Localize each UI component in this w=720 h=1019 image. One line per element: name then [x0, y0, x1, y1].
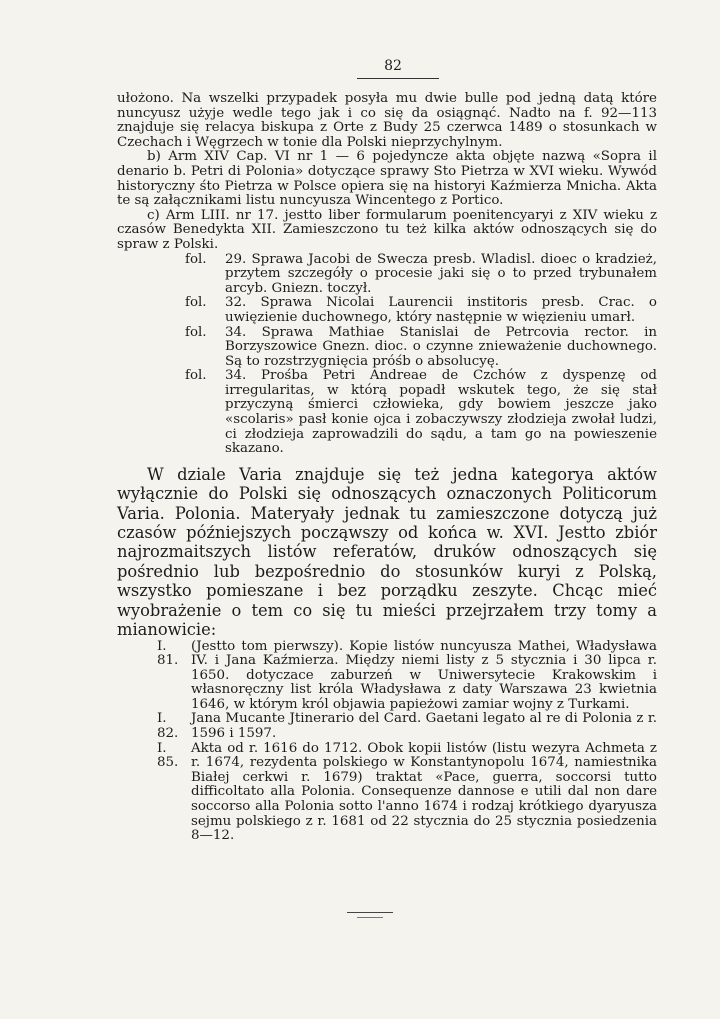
volume-entry	[157, 640, 657, 713]
intro-paragraph: ułożono. Na wszelki przypadek posyła mu dwie bulle pod jedną datą które nuncyusz użyje wedle tego jak i co się da osiągnąć. Nadto na f. 92—113 znajduje się relacya biskupa z Orte z Budy 25 czerwca 1489 o stosunkach w Czechach i Węgrzech w tonie dla Polski nieprzychylnym.	[117, 91, 657, 150]
fol-label: fol.	[185, 295, 207, 311]
volume-text: (Jestto tom pierwszy). Kopie listów nuncyusza Mathei, Władysława IV. i Jana Kaźmierza. Między niemi listy z 5 stycznia i 30 lipca r. 1650. dotyczace zaburzeń w Uniwersytecie Krakowskim i własnoręczny list króla Władysława z daty Warszawa 23 kwietnia 1646, w którym król objawia papieżowi zamiar wojny z Turkami.	[191, 638, 657, 712]
fol-entry	[185, 253, 657, 297]
fol-text: 32. Sprawa Nicolai Laurencii institoris presb. Crac. o uwięzienie duchownego, który następnie w więzieniu umarł.	[225, 295, 657, 325]
fol-entry	[185, 326, 657, 370]
varia-paragraph: W dziale Varia znajduje się też jedna kategorya aktów wyłącznie do Polski się odnoszących oznaczonych Politicorum Varia. Polonia. Materyały jednak tu zamieszczone dotyczą już czasów późniejszych począwszy od końca w. XVI. Jestto zbiór najrozmaitszych listów referatów, druków odnoszących się pośrednio lub bezpośrednio do stosunków kuryi z Polską, wszystko pomieszane i bez porządku zeszyte. Chcąc mieć wyobrażenie o tem co się tu mieści przejrzałem trzy tomy a mianowicie:	[117, 464, 657, 640]
footer-rule-short	[357, 917, 383, 918]
volume-text: Jana Mucante Jtinerario del Card. Gaetani legato al re di Polonia z r. 1596 i 1597.	[191, 711, 657, 742]
fol-label: fol.	[185, 324, 207, 340]
fol-text: 34. Sprawa Mathiae Stanislai de Petrcovia rector. in Borzyszowice Gnezn. dioc. o czynne znieważenie duchownego. Są to rozstrzygnięcia próśb o absolucyę.	[225, 324, 657, 369]
fol-text: 29. Sprawa Jacobi de Swecza presb. Wladisl. dioec o kradzież, przytem szczegóły o procesie jaki się o to przed trybunałem arcyb. Gniezn. toczył.	[225, 251, 657, 296]
header-rule	[357, 78, 439, 79]
fol-label: fol.	[185, 368, 207, 384]
section-a	[117, 92, 657, 844]
footer-rule	[347, 912, 393, 913]
fol-entry	[185, 369, 657, 457]
volume-label: I. 85.	[157, 740, 179, 771]
fol-entry	[185, 296, 657, 325]
volume-label: I. 81.	[157, 638, 179, 669]
item-b-paragraph: b) Arm XIV Cap. VI nr 1 — 6 pojedyncze akta objęte nazwą «Sopra il denario b. Petri di Polonia» dotyczące sprawy Sto Pietrza w XVI wieku. Wywód historyczny śto Pietrza w Polsce opiera się na historyi Kaźmierza Mnicha. Akta te są załącznikami listu nuncyusza Wincentego z Portico.	[117, 149, 657, 209]
page-number: 82	[384, 58, 402, 74]
item-c-paragraph: c) Arm LIII. nr 17. jestto liber formularum poenitencyaryi z XIV wieku z czasów Benedykta XII. Zamieszczono tu też kilka aktów odnoszących się do spraw z Polski.	[117, 207, 657, 252]
fol-label: fol.	[185, 251, 207, 267]
volume-entry	[157, 742, 657, 844]
fol-text: 34. Prośba Petri Andreae de Czchów z dyspenzę od irregularitas, w którą popadł wskutek tego, że się stał przyczyną śmierci człowieka, gdy bowiem jeszcze jako «scolaris» pasł konie ojca i zobaczywszy złodzieja zwołał ludzi, ci złodzieja zaprowadzili do sądu, a tam go na powieszenie skazano.	[225, 368, 657, 457]
volume-label: I. 82.	[157, 711, 179, 742]
volume-entry	[157, 712, 657, 741]
volume-text: Akta od r. 1616 do 1712. Obok kopii listów (listu wezyra Achmeta z r. 1674, rezydenta polskiego w Konstantynopolu 1674, namiestnika Białej cerkwi r. 1679) traktat «Pace, guerra, soccorsi tutto difficoltato alla Polonia. Consequenze dannose e utili dal non dare soccorso alla Polonia sotto l'anno 1674 i rodzaj krótkiego dyaryusza sejmu polskiego z r. 1681 od 22 stycznia do 25 stycznia posiedzenia 8—12.	[191, 740, 657, 844]
